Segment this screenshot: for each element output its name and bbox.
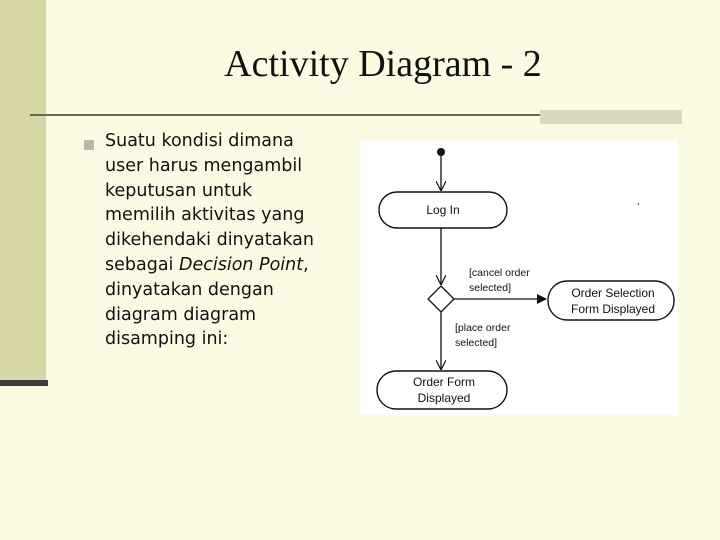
slide-title: Activity Diagram - 2: [224, 43, 542, 85]
initial-node: [437, 148, 445, 156]
body-line-7: dinyatakan dengan: [105, 279, 274, 300]
body-line-9: disamping ini:: [105, 329, 229, 350]
decision-node: [428, 286, 454, 312]
body-line-6-start: sebagai: [105, 254, 179, 275]
guard-cancel-line-2: selected]: [469, 282, 512, 294]
left-accent-bar: [0, 0, 46, 384]
body-line-5: dikehendaki dinyatakan: [105, 230, 314, 251]
body-line-4: memilih aktivitas yang: [105, 205, 305, 226]
activity-order-form-label-1: Order Form: [412, 375, 476, 389]
activity-order-selection-label-1: Order Selection: [571, 286, 655, 300]
title-divider-accent: [540, 110, 682, 124]
guard-place-line-1: [place order: [455, 322, 511, 334]
bullet-square-icon: [84, 140, 94, 150]
left-accent-bar-foot: [0, 380, 48, 386]
body-line-8: diagram diagram: [105, 304, 257, 325]
guard-cancel-line-1: [cancel order: [469, 267, 530, 279]
body-line-6: [105, 253, 365, 278]
activity-order-form-label-2: Displayed: [417, 391, 471, 405]
activity-order-selection-label-2: Form Displayed: [570, 302, 656, 316]
activity-login-label: Log In: [426, 203, 460, 217]
activity-diagram-figure: [360, 140, 678, 415]
stray-mark: ’: [637, 201, 640, 213]
guard-place-line-2: selected]: [455, 337, 498, 349]
decision-point-term: Decision Point: [178, 254, 304, 275]
activity-diagram: [360, 140, 678, 415]
body-line-3: keputusan untuk: [105, 180, 253, 201]
body-line-6-comma: ,: [303, 254, 309, 275]
body-line-1: Suatu kondisi dimana: [105, 131, 294, 151]
bullet-text: [105, 129, 365, 352]
body-line-2: user harus mengambil: [105, 155, 303, 176]
